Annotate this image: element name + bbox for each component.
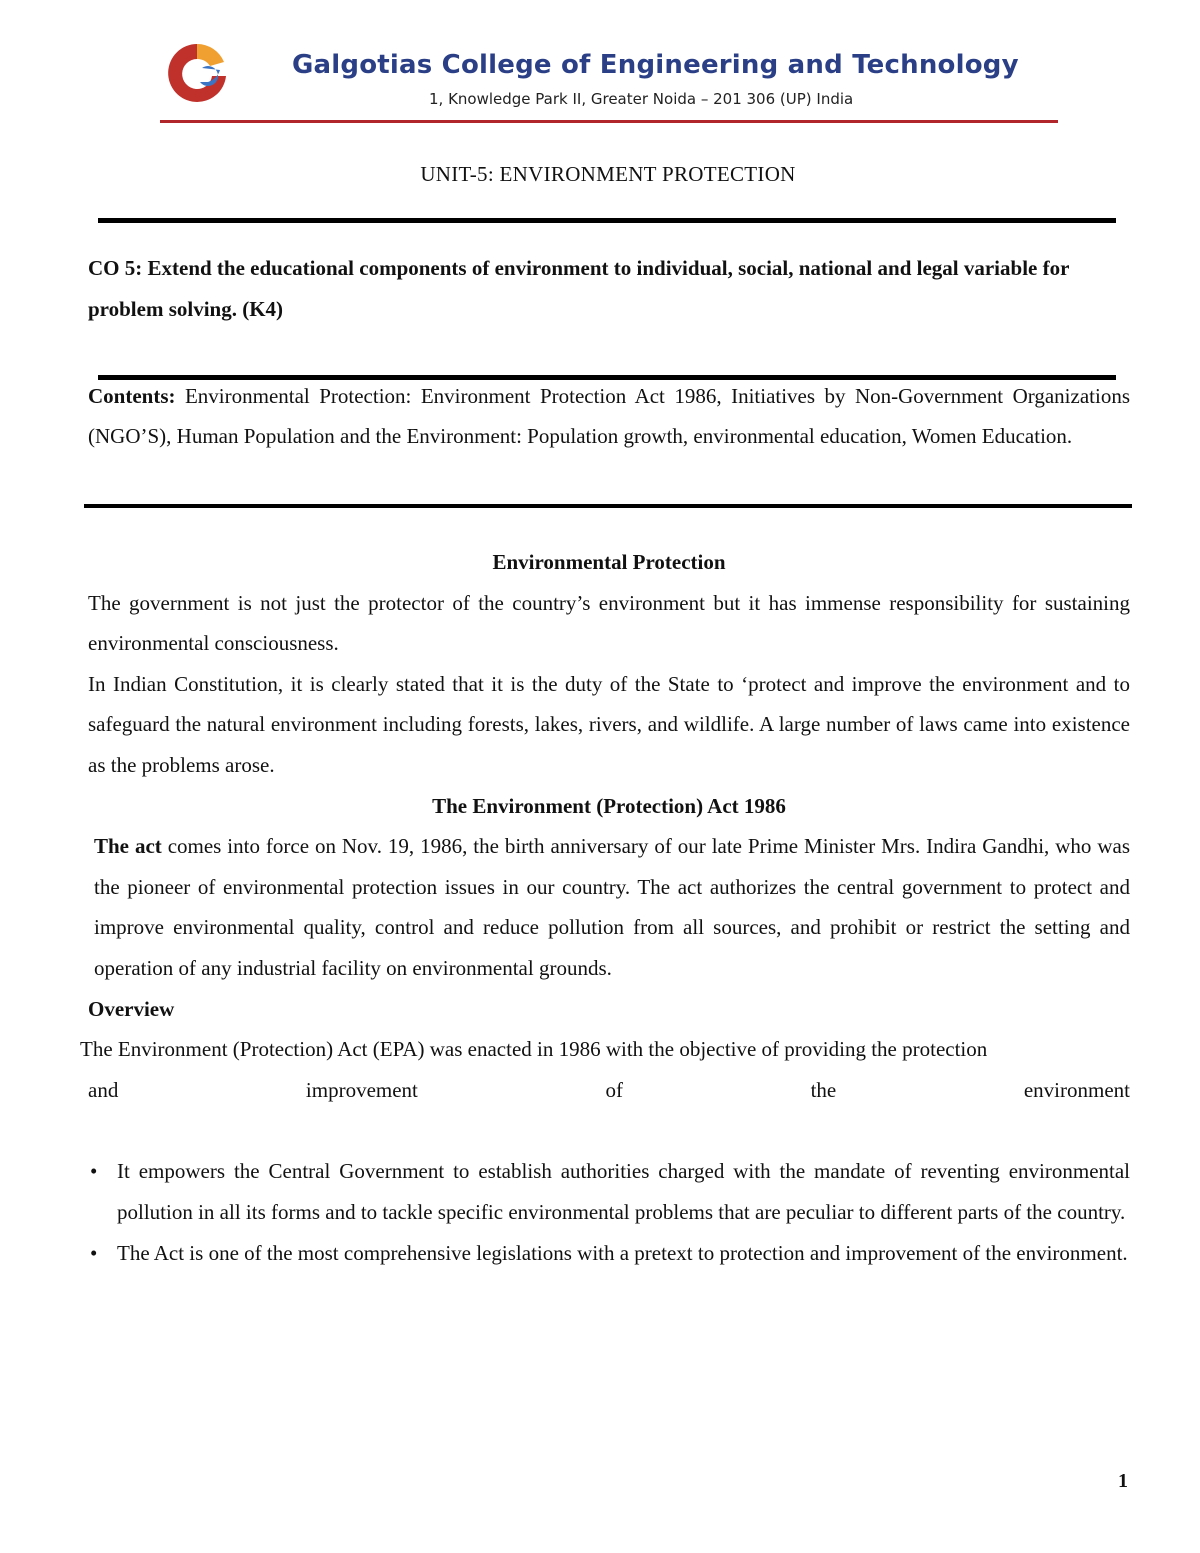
letterhead [160, 38, 1060, 128]
bullet-icon: • [90, 1240, 98, 1265]
section-heading-epa-1986: The Environment (Protection) Act 1986 [432, 793, 786, 818]
overview-line-2 [88, 1070, 1130, 1111]
section-heading-environmental-protection: Environmental Protection [492, 550, 726, 574]
paragraph-government-role: The government is not just the protector of the country’s environment but it has immense responsibility for sustaining environmental consciousness. [88, 590, 1130, 656]
contents-text: Environmental Protection: Environment Protection Act 1986, Initiatives by Non-Government Organizations (NGO’S), Human Population and the Environment: Population growth, environmental education, Women Education. [88, 384, 1130, 448]
unit-title: UNIT-5: ENVIRONMENT PROTECTION [420, 162, 796, 186]
the-act-text: comes into force on Nov. 19, 1986, the birth anniversary of our late Prime Minister Mrs. Indira Gandhi, who was the pioneer of environmental protection issues in our country. The act authorizes the central government to protect and improve environmental quality, control and reduce pollution from all sources, and prohibit or restrict the setting and operation of any industrial facility on environmental grounds. [94, 834, 1131, 980]
college-address: 1, Knowledge Park II, Greater Noida – 201 306 (UP) India [429, 90, 854, 108]
divider-3 [84, 504, 1132, 508]
paragraph-the-act [88, 826, 1130, 988]
overview-word: improvement [305, 1077, 418, 1102]
contents-label: Contents: [88, 384, 176, 408]
list-item: • The Act is one of the most comprehensive legislations with a pretext to protection and improvement of the environment. [88, 1233, 1130, 1274]
overview-word: the [810, 1077, 837, 1102]
divider-1 [98, 218, 1116, 223]
overview-word: environment [1023, 1077, 1130, 1102]
overview-word: of [605, 1077, 623, 1102]
overview-word: and [88, 1077, 119, 1102]
page-number: 1 [1118, 1470, 1128, 1492]
epa-bullet-list [88, 1151, 1130, 1273]
college-logo [162, 38, 232, 108]
overview-heading: Overview [88, 996, 175, 1021]
contents-block [88, 376, 1130, 456]
main-body [80, 542, 1131, 1273]
overview-line-1: The Environment (Protection) Act (EPA) was enacted in 1986 with the objective of providing the protection [80, 1037, 988, 1062]
college-name: Galgotias College of Engineering and Technology [292, 50, 1019, 80]
header-divider [160, 120, 1058, 123]
list-item: • It empowers the Central Government to establish authorities charged with the mandate of reventing environmental pollution in all its forms and to tackle specific environmental problems that are peculiar to different parts of the country. [88, 1151, 1130, 1232]
the-act-lead: The act [94, 834, 162, 859]
bullet-icon: • [90, 1159, 98, 1184]
paragraph-indian-constitution: In Indian Constitution, it is clearly stated that it is the duty of the State to ‘protect and improve the environment and to safeguard the natural environment including forests, lakes, rivers, and wildlife. A large number of laws came into existence as the problems arose. [88, 671, 1130, 777]
course-outcome: CO 5: Extend the educational components of environment to individual, social, national and legal variable for problem solving. (K4) [88, 256, 1070, 321]
